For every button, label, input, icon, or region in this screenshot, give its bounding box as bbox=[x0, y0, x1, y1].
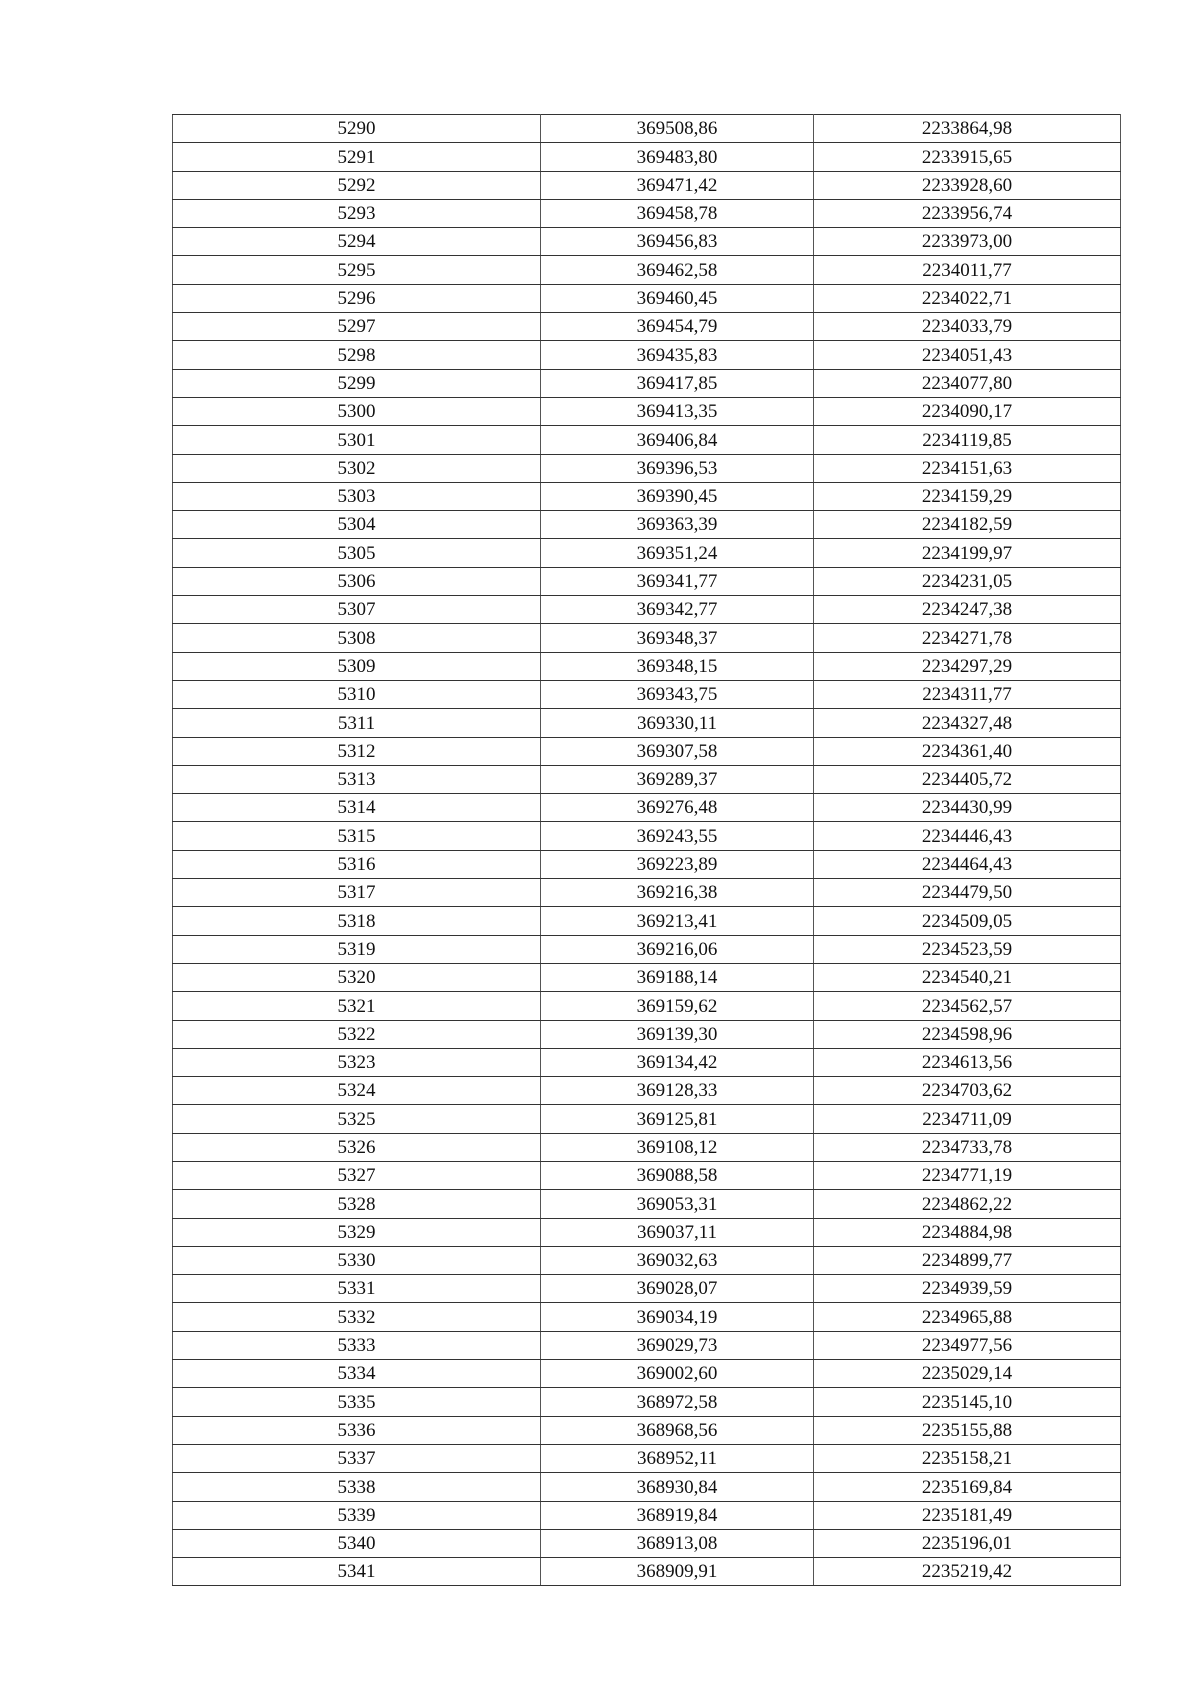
y-coordinate-cell: 2234771,19 bbox=[814, 1161, 1121, 1189]
point-number-cell: 5322 bbox=[173, 1020, 541, 1048]
table-row bbox=[173, 1048, 1121, 1076]
table-row bbox=[173, 1473, 1121, 1501]
table-row bbox=[173, 1501, 1121, 1529]
table-row bbox=[173, 284, 1121, 312]
y-coordinate-cell: 2234011,77 bbox=[814, 256, 1121, 284]
x-coordinate-cell: 369307,58 bbox=[541, 737, 814, 765]
y-coordinate-cell: 2234733,78 bbox=[814, 1133, 1121, 1161]
table-row bbox=[173, 1218, 1121, 1246]
table-row bbox=[173, 171, 1121, 199]
y-coordinate-cell: 2234977,56 bbox=[814, 1331, 1121, 1359]
x-coordinate-cell: 369125,81 bbox=[541, 1105, 814, 1133]
y-coordinate-cell: 2234613,56 bbox=[814, 1048, 1121, 1076]
x-coordinate-cell: 369289,37 bbox=[541, 765, 814, 793]
x-coordinate-cell: 369213,41 bbox=[541, 907, 814, 935]
x-coordinate-cell: 369134,42 bbox=[541, 1048, 814, 1076]
y-coordinate-cell: 2234297,29 bbox=[814, 652, 1121, 680]
table-row bbox=[173, 1020, 1121, 1048]
table-row bbox=[173, 143, 1121, 171]
y-coordinate-cell: 2234540,21 bbox=[814, 963, 1121, 991]
x-coordinate-cell: 369053,31 bbox=[541, 1190, 814, 1218]
point-number-cell: 5303 bbox=[173, 482, 541, 510]
point-number-cell: 5339 bbox=[173, 1501, 541, 1529]
y-coordinate-cell: 2234033,79 bbox=[814, 313, 1121, 341]
x-coordinate-cell: 369029,73 bbox=[541, 1331, 814, 1359]
y-coordinate-cell: 2235219,42 bbox=[814, 1558, 1121, 1586]
y-coordinate-cell: 2234884,98 bbox=[814, 1218, 1121, 1246]
x-coordinate-cell: 369454,79 bbox=[541, 313, 814, 341]
point-number-cell: 5329 bbox=[173, 1218, 541, 1246]
table-row bbox=[173, 313, 1121, 341]
table-row bbox=[173, 1105, 1121, 1133]
point-number-cell: 5306 bbox=[173, 567, 541, 595]
point-number-cell: 5323 bbox=[173, 1048, 541, 1076]
table-row bbox=[173, 1331, 1121, 1359]
point-number-cell: 5318 bbox=[173, 907, 541, 935]
y-coordinate-cell: 2234703,62 bbox=[814, 1077, 1121, 1105]
point-number-cell: 5335 bbox=[173, 1388, 541, 1416]
point-number-cell: 5301 bbox=[173, 426, 541, 454]
table-row bbox=[173, 369, 1121, 397]
table-row bbox=[173, 879, 1121, 907]
x-coordinate-cell: 369348,15 bbox=[541, 652, 814, 680]
point-number-cell: 5327 bbox=[173, 1161, 541, 1189]
table-row bbox=[173, 822, 1121, 850]
x-coordinate-cell: 369458,78 bbox=[541, 199, 814, 227]
x-coordinate-cell: 369330,11 bbox=[541, 709, 814, 737]
point-number-cell: 5325 bbox=[173, 1105, 541, 1133]
y-coordinate-cell: 2235169,84 bbox=[814, 1473, 1121, 1501]
point-number-cell: 5294 bbox=[173, 228, 541, 256]
point-number-cell: 5336 bbox=[173, 1416, 541, 1444]
point-number-cell: 5304 bbox=[173, 511, 541, 539]
table-row bbox=[173, 1161, 1121, 1189]
x-coordinate-cell: 368919,84 bbox=[541, 1501, 814, 1529]
point-number-cell: 5320 bbox=[173, 963, 541, 991]
y-coordinate-cell: 2234430,99 bbox=[814, 794, 1121, 822]
table-row bbox=[173, 199, 1121, 227]
y-coordinate-cell: 2234446,43 bbox=[814, 822, 1121, 850]
point-number-cell: 5313 bbox=[173, 765, 541, 793]
y-coordinate-cell: 2234271,78 bbox=[814, 624, 1121, 652]
x-coordinate-cell: 369396,53 bbox=[541, 454, 814, 482]
table-row bbox=[173, 624, 1121, 652]
y-coordinate-cell: 2235196,01 bbox=[814, 1529, 1121, 1557]
x-coordinate-cell: 369341,77 bbox=[541, 567, 814, 595]
x-coordinate-cell: 369108,12 bbox=[541, 1133, 814, 1161]
table-row bbox=[173, 567, 1121, 595]
y-coordinate-cell: 2234562,57 bbox=[814, 992, 1121, 1020]
table-row bbox=[173, 426, 1121, 454]
x-coordinate-cell: 369456,83 bbox=[541, 228, 814, 256]
point-number-cell: 5340 bbox=[173, 1529, 541, 1557]
table-row bbox=[173, 1133, 1121, 1161]
x-coordinate-cell: 369223,89 bbox=[541, 850, 814, 878]
table-row bbox=[173, 652, 1121, 680]
point-number-cell: 5291 bbox=[173, 143, 541, 171]
point-number-cell: 5300 bbox=[173, 397, 541, 425]
table-row bbox=[173, 992, 1121, 1020]
point-number-cell: 5312 bbox=[173, 737, 541, 765]
x-coordinate-cell: 369462,58 bbox=[541, 256, 814, 284]
point-number-cell: 5338 bbox=[173, 1473, 541, 1501]
point-number-cell: 5302 bbox=[173, 454, 541, 482]
table-row bbox=[173, 709, 1121, 737]
table-row bbox=[173, 482, 1121, 510]
x-coordinate-cell: 369128,33 bbox=[541, 1077, 814, 1105]
y-coordinate-cell: 2234051,43 bbox=[814, 341, 1121, 369]
y-coordinate-cell: 2234361,40 bbox=[814, 737, 1121, 765]
x-coordinate-cell: 368909,91 bbox=[541, 1558, 814, 1586]
y-coordinate-cell: 2234939,59 bbox=[814, 1275, 1121, 1303]
y-coordinate-cell: 2234523,59 bbox=[814, 935, 1121, 963]
point-number-cell: 5299 bbox=[173, 369, 541, 397]
x-coordinate-cell: 369002,60 bbox=[541, 1360, 814, 1388]
x-coordinate-cell: 369088,58 bbox=[541, 1161, 814, 1189]
table-row bbox=[173, 596, 1121, 624]
y-coordinate-cell: 2234090,17 bbox=[814, 397, 1121, 425]
x-coordinate-cell: 369508,86 bbox=[541, 115, 814, 143]
x-coordinate-cell: 369471,42 bbox=[541, 171, 814, 199]
y-coordinate-cell: 2234119,85 bbox=[814, 426, 1121, 454]
x-coordinate-cell: 369276,48 bbox=[541, 794, 814, 822]
table-row bbox=[173, 1388, 1121, 1416]
table-row bbox=[173, 511, 1121, 539]
y-coordinate-cell: 2234598,96 bbox=[814, 1020, 1121, 1048]
y-coordinate-cell: 2234022,71 bbox=[814, 284, 1121, 312]
coordinates-table bbox=[172, 114, 1121, 1586]
point-number-cell: 5295 bbox=[173, 256, 541, 284]
table-row bbox=[173, 256, 1121, 284]
x-coordinate-cell: 369483,80 bbox=[541, 143, 814, 171]
table-row bbox=[173, 115, 1121, 143]
y-coordinate-cell: 2235158,21 bbox=[814, 1444, 1121, 1472]
x-coordinate-cell: 368972,58 bbox=[541, 1388, 814, 1416]
point-number-cell: 5328 bbox=[173, 1190, 541, 1218]
point-number-cell: 5310 bbox=[173, 680, 541, 708]
point-number-cell: 5337 bbox=[173, 1444, 541, 1472]
point-number-cell: 5317 bbox=[173, 879, 541, 907]
point-number-cell: 5292 bbox=[173, 171, 541, 199]
x-coordinate-cell: 369417,85 bbox=[541, 369, 814, 397]
table-row bbox=[173, 907, 1121, 935]
y-coordinate-cell: 2234327,48 bbox=[814, 709, 1121, 737]
y-coordinate-cell: 2233973,00 bbox=[814, 228, 1121, 256]
x-coordinate-cell: 369243,55 bbox=[541, 822, 814, 850]
x-coordinate-cell: 369139,30 bbox=[541, 1020, 814, 1048]
y-coordinate-cell: 2234479,50 bbox=[814, 879, 1121, 907]
y-coordinate-cell: 2234862,22 bbox=[814, 1190, 1121, 1218]
x-coordinate-cell: 369343,75 bbox=[541, 680, 814, 708]
table-row bbox=[173, 1275, 1121, 1303]
point-number-cell: 5311 bbox=[173, 709, 541, 737]
x-coordinate-cell: 369159,62 bbox=[541, 992, 814, 1020]
y-coordinate-cell: 2234247,38 bbox=[814, 596, 1121, 624]
x-coordinate-cell: 369034,19 bbox=[541, 1303, 814, 1331]
point-number-cell: 5315 bbox=[173, 822, 541, 850]
table-row bbox=[173, 1444, 1121, 1472]
table-row bbox=[173, 1529, 1121, 1557]
point-number-cell: 5332 bbox=[173, 1303, 541, 1331]
y-coordinate-cell: 2235029,14 bbox=[814, 1360, 1121, 1388]
y-coordinate-cell: 2234509,05 bbox=[814, 907, 1121, 935]
x-coordinate-cell: 369342,77 bbox=[541, 596, 814, 624]
y-coordinate-cell: 2234711,09 bbox=[814, 1105, 1121, 1133]
x-coordinate-cell: 369028,07 bbox=[541, 1275, 814, 1303]
table-row bbox=[173, 850, 1121, 878]
point-number-cell: 5309 bbox=[173, 652, 541, 680]
point-number-cell: 5293 bbox=[173, 199, 541, 227]
x-coordinate-cell: 369460,45 bbox=[541, 284, 814, 312]
table-row bbox=[173, 228, 1121, 256]
point-number-cell: 5334 bbox=[173, 1360, 541, 1388]
y-coordinate-cell: 2234311,77 bbox=[814, 680, 1121, 708]
x-coordinate-cell: 369348,37 bbox=[541, 624, 814, 652]
x-coordinate-cell: 368968,56 bbox=[541, 1416, 814, 1444]
table-row bbox=[173, 1558, 1121, 1586]
point-number-cell: 5321 bbox=[173, 992, 541, 1020]
table-row bbox=[173, 963, 1121, 991]
x-coordinate-cell: 369216,06 bbox=[541, 935, 814, 963]
table-row bbox=[173, 1246, 1121, 1274]
x-coordinate-cell: 369032,63 bbox=[541, 1246, 814, 1274]
point-number-cell: 5324 bbox=[173, 1077, 541, 1105]
point-number-cell: 5298 bbox=[173, 341, 541, 369]
y-coordinate-cell: 2233915,65 bbox=[814, 143, 1121, 171]
point-number-cell: 5316 bbox=[173, 850, 541, 878]
point-number-cell: 5326 bbox=[173, 1133, 541, 1161]
coordinates-table-body bbox=[173, 115, 1121, 1586]
point-number-cell: 5333 bbox=[173, 1331, 541, 1359]
y-coordinate-cell: 2234077,80 bbox=[814, 369, 1121, 397]
table-row bbox=[173, 454, 1121, 482]
x-coordinate-cell: 368913,08 bbox=[541, 1529, 814, 1557]
table-row bbox=[173, 1077, 1121, 1105]
point-number-cell: 5296 bbox=[173, 284, 541, 312]
table-row bbox=[173, 680, 1121, 708]
table-row bbox=[173, 935, 1121, 963]
x-coordinate-cell: 369037,11 bbox=[541, 1218, 814, 1246]
x-coordinate-cell: 369216,38 bbox=[541, 879, 814, 907]
y-coordinate-cell: 2234182,59 bbox=[814, 511, 1121, 539]
table-row bbox=[173, 1303, 1121, 1331]
point-number-cell: 5330 bbox=[173, 1246, 541, 1274]
x-coordinate-cell: 369363,39 bbox=[541, 511, 814, 539]
point-number-cell: 5319 bbox=[173, 935, 541, 963]
table-row bbox=[173, 1190, 1121, 1218]
point-number-cell: 5331 bbox=[173, 1275, 541, 1303]
table-row bbox=[173, 765, 1121, 793]
y-coordinate-cell: 2234151,63 bbox=[814, 454, 1121, 482]
y-coordinate-cell: 2234159,29 bbox=[814, 482, 1121, 510]
y-coordinate-cell: 2235181,49 bbox=[814, 1501, 1121, 1529]
table-row bbox=[173, 1360, 1121, 1388]
y-coordinate-cell: 2234231,05 bbox=[814, 567, 1121, 595]
y-coordinate-cell: 2234199,97 bbox=[814, 539, 1121, 567]
point-number-cell: 5314 bbox=[173, 794, 541, 822]
point-number-cell: 5290 bbox=[173, 115, 541, 143]
table-row bbox=[173, 794, 1121, 822]
point-number-cell: 5297 bbox=[173, 313, 541, 341]
y-coordinate-cell: 2233864,98 bbox=[814, 115, 1121, 143]
y-coordinate-cell: 2234899,77 bbox=[814, 1246, 1121, 1274]
y-coordinate-cell: 2233928,60 bbox=[814, 171, 1121, 199]
x-coordinate-cell: 369435,83 bbox=[541, 341, 814, 369]
table-row bbox=[173, 737, 1121, 765]
x-coordinate-cell: 368930,84 bbox=[541, 1473, 814, 1501]
point-number-cell: 5341 bbox=[173, 1558, 541, 1586]
x-coordinate-cell: 369413,35 bbox=[541, 397, 814, 425]
x-coordinate-cell: 369406,84 bbox=[541, 426, 814, 454]
point-number-cell: 5307 bbox=[173, 596, 541, 624]
y-coordinate-cell: 2234965,88 bbox=[814, 1303, 1121, 1331]
y-coordinate-cell: 2234405,72 bbox=[814, 765, 1121, 793]
point-number-cell: 5308 bbox=[173, 624, 541, 652]
point-number-cell: 5305 bbox=[173, 539, 541, 567]
table-row bbox=[173, 397, 1121, 425]
x-coordinate-cell: 369188,14 bbox=[541, 963, 814, 991]
table-row bbox=[173, 539, 1121, 567]
x-coordinate-cell: 368952,11 bbox=[541, 1444, 814, 1472]
y-coordinate-cell: 2234464,43 bbox=[814, 850, 1121, 878]
x-coordinate-cell: 369351,24 bbox=[541, 539, 814, 567]
y-coordinate-cell: 2235155,88 bbox=[814, 1416, 1121, 1444]
table-row bbox=[173, 1416, 1121, 1444]
y-coordinate-cell: 2235145,10 bbox=[814, 1388, 1121, 1416]
x-coordinate-cell: 369390,45 bbox=[541, 482, 814, 510]
y-coordinate-cell: 2233956,74 bbox=[814, 199, 1121, 227]
table-row bbox=[173, 341, 1121, 369]
